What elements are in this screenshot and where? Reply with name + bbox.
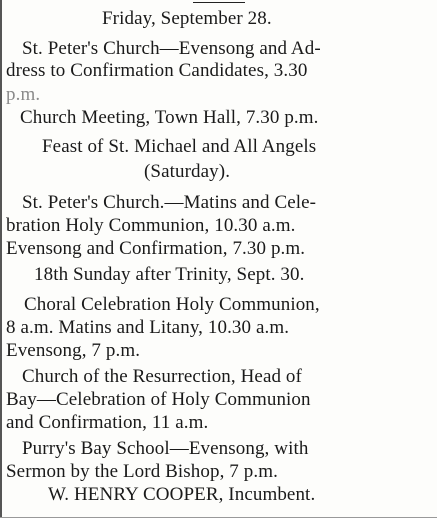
notice-line: bration Holy Communion, 10.30 a.m. — [6, 215, 296, 236]
signature-line: W. HENRY COOPER, Incumbent. — [48, 484, 316, 505]
notice-line: Church Meeting, Town Hall, 7.30 p.m. — [20, 107, 319, 128]
notice-line: Feast of St. Michael and All Angels — [42, 136, 317, 157]
notice-line: Evensong and Confirmation, 7.30 p.m. — [6, 238, 306, 259]
notice-line: dress to Confirmation Candidates, 3.30 — [6, 60, 308, 81]
notice-line: Sermon by the Lord Bishop, 7 p.m. — [6, 461, 278, 482]
notice-line: Purry's Bay School—Evensong, with — [22, 438, 309, 459]
notice-line: Choral Celebration Holy Communion, — [24, 294, 320, 315]
left-edge-rule — [0, 0, 2, 518]
notice-line: Church of the Resurrection, Head of — [22, 366, 302, 387]
notice-line: St. Peter's Church.—Matins and Cele- — [22, 192, 317, 213]
notice-line: 8 a.m. Matins and Litany, 10.30 a.m. — [6, 317, 290, 338]
notice-line: 18th Sunday after Trinity, Sept. 30. — [34, 264, 305, 285]
separator-rule — [193, 2, 245, 3]
notice-line: St. Peter's Church—Evensong and Ad- — [22, 38, 321, 59]
notice-line: Bay—Celebration of Holy Communion — [6, 389, 311, 410]
date-heading: Friday, September 28. — [102, 8, 272, 29]
notice-line: and Confirmation, 11 a.m. — [6, 412, 209, 433]
notice-line: p.m. — [6, 84, 41, 105]
notice-line: (Saturday). — [144, 161, 231, 182]
notice-line: Evensong, 7 p.m. — [6, 340, 141, 361]
